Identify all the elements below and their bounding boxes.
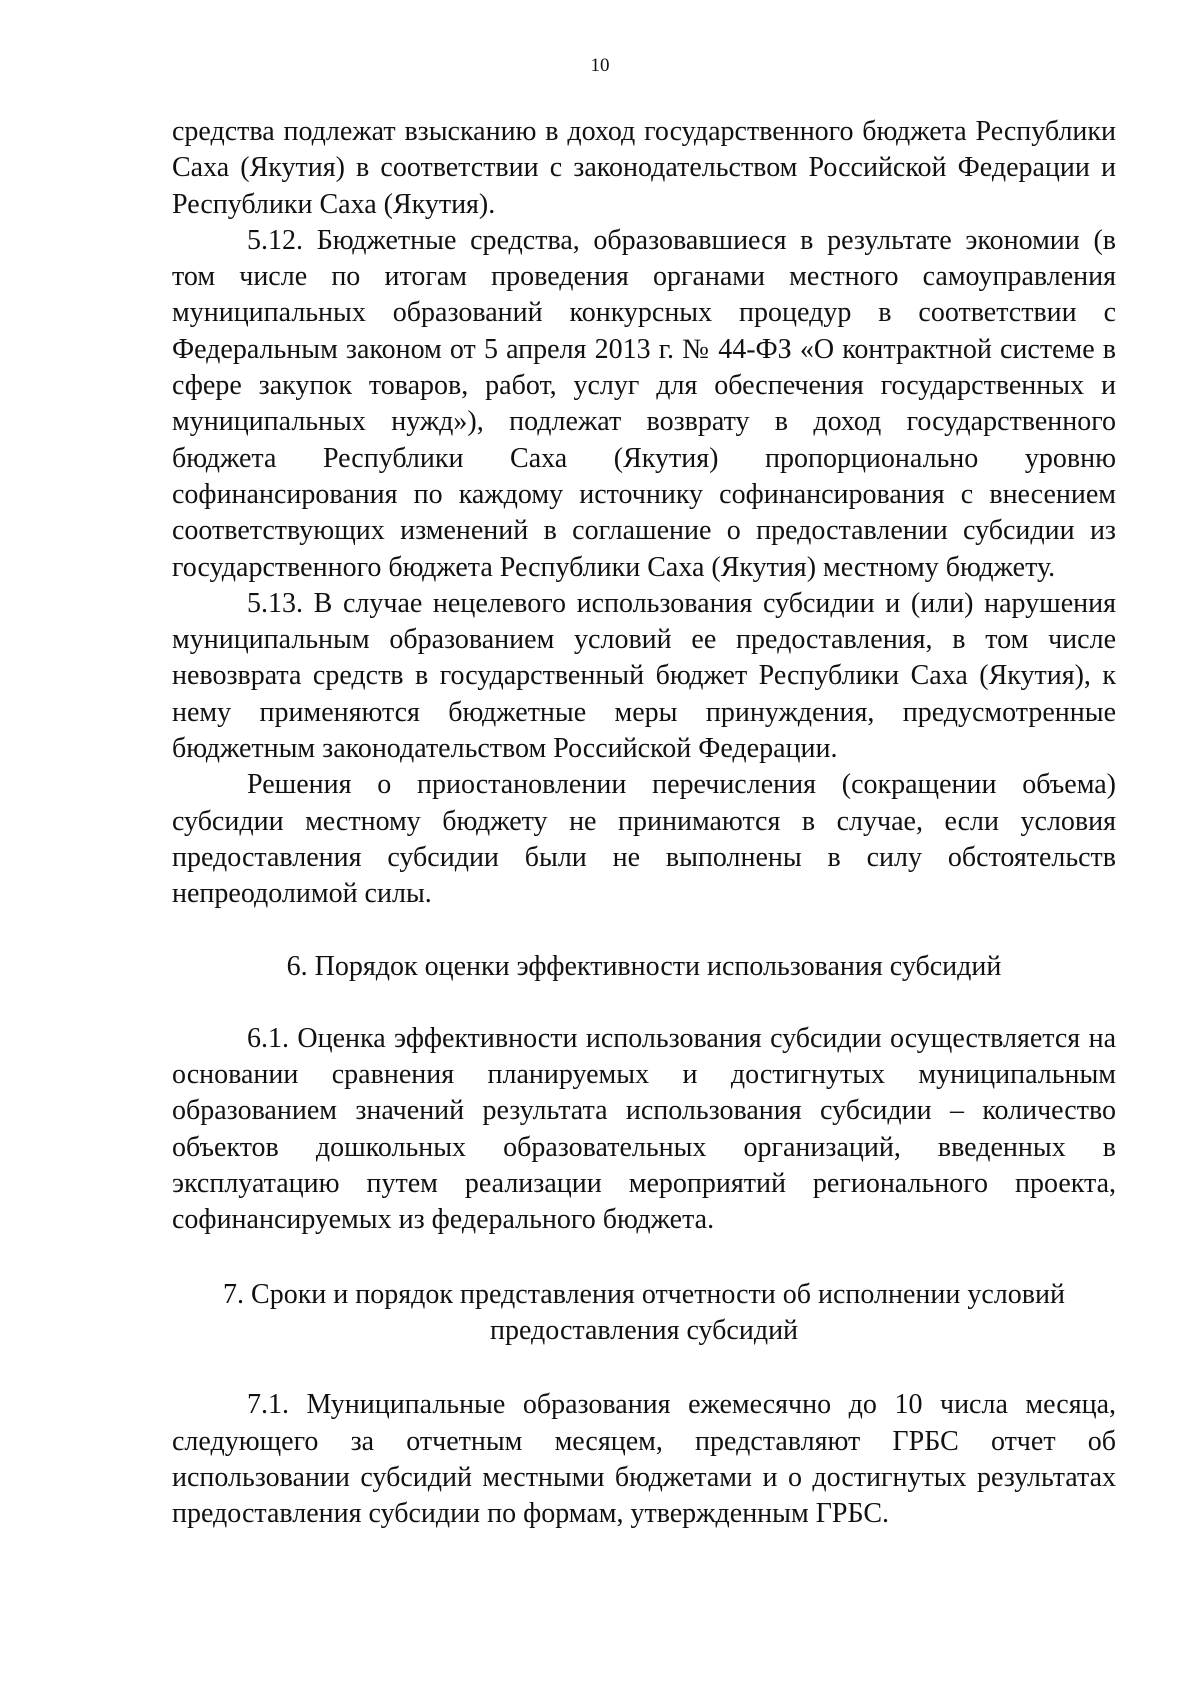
document-body bbox=[172, 114, 1116, 1532]
paragraph-5-13: 5.13. В случае нецелевого использования субсидии и (или) нарушения муниципальным образованием условий ее предоставления, в том числе невозврата средств в государственный бюджет Республики Саха (Якутия), к нему применяются бюджетные меры принуждения, предусмотренные бюджетным законодательством Российской Федерации. bbox=[172, 587, 1116, 765]
paragraph-5-12: 5.12. Бюджетные средства, образовавшиеся в результате экономии (в том числе по итогам проведения органами местного самоуправления муниципальных образований конкурсных процедур в соответствии с Федеральным законом от 5 апреля 2013 г. № 44-ФЗ «О контрактной системе в сфере закупок товаров, работ, услуг для обеспечения государственных и муниципальных нужд»), подлежат возврату в доход государственного бюджета Республики Саха (Якутия) пропорционально уровню софинансирования по каждому источнику софинансирования с внесением соответствующих изменений в соглашение о предоставлении субсидии из государственного бюджета Республики Саха (Якутия) местному бюджету. bbox=[172, 224, 1116, 583]
paragraph-6-1: 6.1. Оценка эффективности использования субсидии осуществляется на основании сравнения планируемых и достигнутых муниципальным образованием значений результата использования субсидии – количество объектов дошкольных образовательных организаций, введенных в эксплуатацию путем реализации мероприятий регионального проекта, софинансируемых из федерального бюджета. bbox=[172, 1022, 1116, 1236]
page-number: 10 bbox=[590, 55, 610, 76]
paragraph-decisions: Решения о приостановлении перечисления (сокращении объема) субсидии местному бюджету не принимаются в случае, если условия предоставления субсидии были не выполнены в силу обстоятельств непреодолимой силы. bbox=[172, 769, 1116, 910]
section-7-heading bbox=[172, 1277, 1116, 1350]
section-7-heading-line-2: предоставления субсидий bbox=[489, 1314, 799, 1346]
paragraph-7-1: 7.1. Муниципальные образования ежемесячно до 10 числа месяца, следующего за отчетным месяцем, представляют ГРБС отчет об использовании субсидий местными бюджетами и о достигнутых результатах предоставления субсидии по формам, утвержденным ГРБС. bbox=[172, 1389, 1116, 1530]
paragraph-continuation: средства подлежат взысканию в доход государственного бюджета Республики Саха (Якутия) в соответствии с законодательством Российской Федерации и Республики Саха (Якутия). bbox=[172, 116, 1116, 220]
section-7-heading-line-1: 7. Сроки и порядок представления отчетности об исполнении условий bbox=[223, 1278, 1065, 1310]
section-6-heading: 6. Порядок оценки эффективности использования субсидий bbox=[286, 950, 1002, 982]
